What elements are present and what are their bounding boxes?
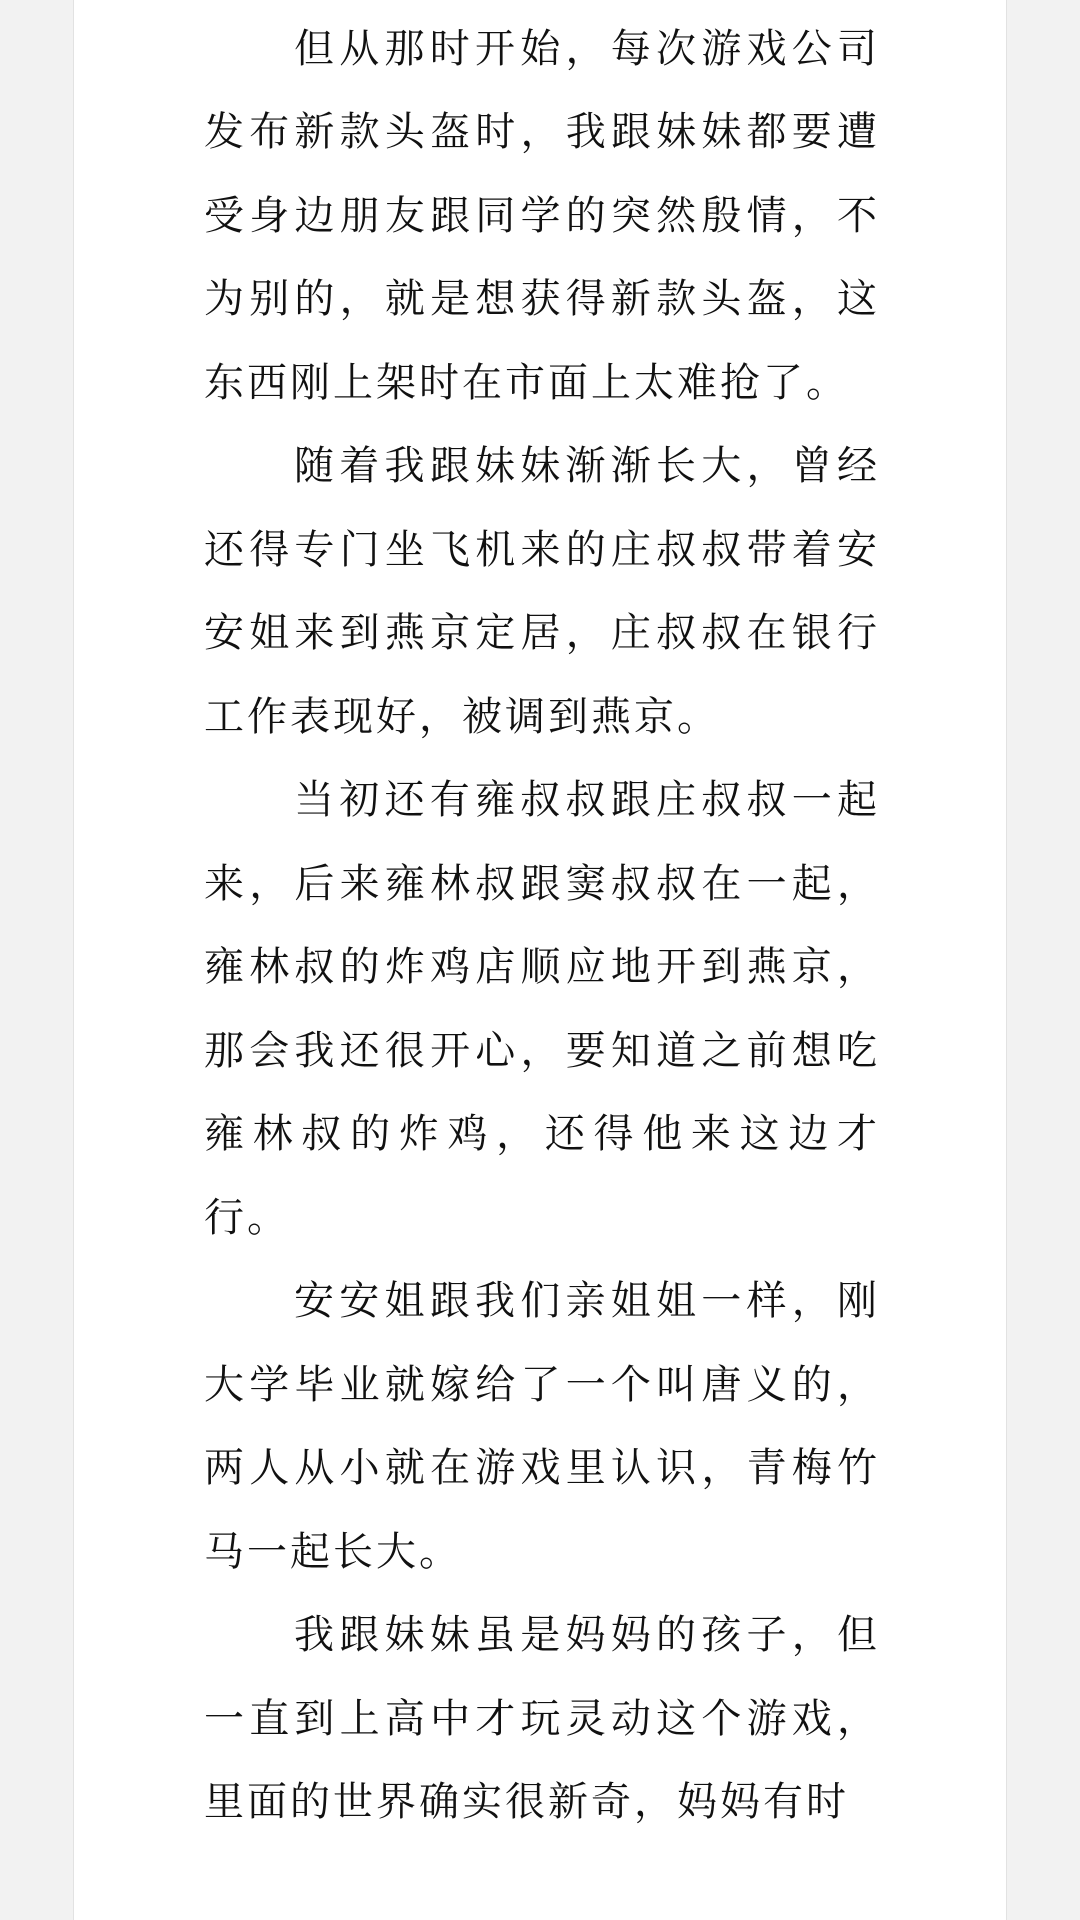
paragraph: 随着我跟妹妹渐渐长大，曾经还得专门坐飞机来的庄叔叔带着安安姐来到燕京定居，庄叔叔在银行工作表现好，被调到燕京。: [204, 443, 880, 740]
paragraph: 但从那时开始，每次游戏公司发布新款头盔时，我跟妹妹都要遭受身边朋友跟同学的突然殷情，不为别的，就是想获得新款头盔，这东西刚上架时在市面上太难抢了。: [204, 25, 880, 406]
chapter-text[interactable]: [204, 0, 880, 1845]
paragraph: 我跟妹妹虽是妈妈的孩子，但一直到上高中才玩灵动这个游戏，里面的世界确实很新奇，妈妈有时: [204, 1612, 880, 1825]
paragraph: 当初还有雍叔叔跟庄叔叔一起来，后来雍林叔跟窦叔叔在一起，雍林叔的炸鸡店顺应地开到燕京，那会我还很开心，要知道之前想吃雍林叔的炸鸡，还得他来这边才行。: [204, 777, 880, 1241]
paragraph-continued: [204, 0, 880, 8]
paragraph: 安安姐跟我们亲姐姐一样，刚大学毕业就嫁给了一个叫唐义的，两人从小就在游戏里认识，青梅竹马一起长大。: [204, 1278, 880, 1575]
